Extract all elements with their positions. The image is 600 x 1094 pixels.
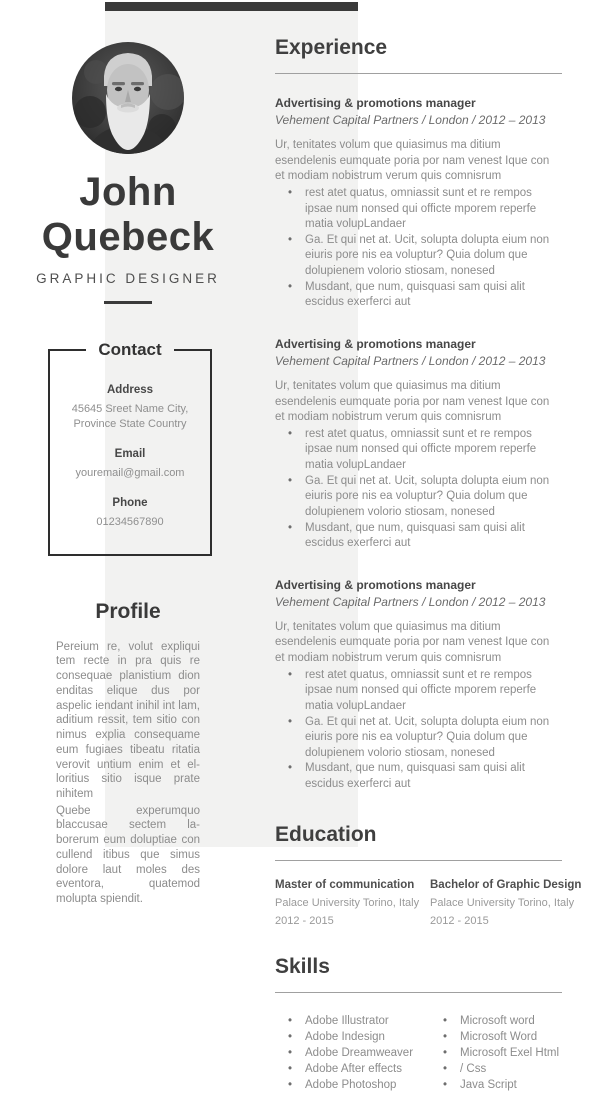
skills-column-2 bbox=[430, 1014, 585, 1094]
experience-entry bbox=[275, 337, 562, 552]
education-item bbox=[430, 879, 585, 927]
entry-bullet-list bbox=[275, 668, 562, 793]
skill-item: • Adobe Dreamweaver bbox=[275, 1046, 430, 1062]
education-columns bbox=[275, 878, 582, 927]
skill-item: • Microsoft Exel Html bbox=[430, 1046, 585, 1062]
entry-title: Advertising & promotions manager bbox=[275, 336, 476, 351]
section-divider bbox=[275, 860, 562, 861]
bullet-item: • Ga. Et qui net at. Ucit, solupta dolupta eium non eiuris pore nis ea voluptur? Quia dolum que dolupienem volorio stiosam, nonesed bbox=[275, 233, 562, 280]
skill-item: • / Css bbox=[430, 1062, 585, 1078]
profile-paragraph: Pereium re, volut expliqui tem recte in pra quis re consequae planistium dion enditas elique dus por aspelic iendant inihil int lam, aditium ressit, tem sitio con nimus explia consequame eum fugiaes tibeatu ritatia verovit untium enim et el- loritius sitio isque prate nihitem bbox=[56, 640, 200, 800]
section-divider bbox=[275, 992, 562, 993]
phone-value: 01234567890 bbox=[96, 515, 164, 528]
title-underline bbox=[104, 301, 152, 304]
education-years: 2012 - 2015 bbox=[430, 914, 489, 927]
job-title: GRAPHIC DESIGNER bbox=[36, 271, 220, 287]
bullet-item: • rest atet quatus, omniassit sunt et re rempos ipsae num nonsed qui officte mporem reperfe matia volupLandaer bbox=[275, 668, 562, 715]
experience-entries bbox=[275, 96, 562, 793]
last-name: Quebeck bbox=[41, 215, 215, 260]
school-name: Palace University Torino, Italy bbox=[430, 896, 575, 909]
section-divider bbox=[275, 73, 562, 74]
main-column bbox=[275, 36, 582, 1094]
entry-meta: Vehement Capital Partners / London / 2012 – 2013 bbox=[275, 113, 546, 127]
skill-item: • Java Script bbox=[430, 1078, 585, 1094]
entry-description: Ur, tenitates volum que quiasimus ma ditium esendelenis eumquate poria por nam venest Ique con et modiam nobistrum verum quis comnisrum bbox=[275, 379, 550, 424]
entry-bullet-list bbox=[275, 186, 562, 311]
skills-columns bbox=[275, 1014, 562, 1094]
address-value: 45645 Sreet Name City, Province State Country bbox=[71, 403, 189, 431]
skill-item: • Adobe Indesign bbox=[275, 1030, 430, 1046]
portrait-photo-illustration bbox=[72, 42, 184, 154]
entry-meta: Vehement Capital Partners / London / 2012 – 2013 bbox=[275, 594, 546, 609]
experience-section bbox=[275, 36, 562, 793]
address-label: Address bbox=[106, 384, 154, 397]
skills-column-1 bbox=[275, 1014, 430, 1094]
bullet-item: • Musdant, que num, quisquasi sam quisi alit escidus exerferci aut bbox=[275, 521, 562, 552]
first-name: John bbox=[79, 170, 177, 214]
degree-title: Master of communication bbox=[275, 878, 415, 891]
bullet-item: • Ga. Et qui net at. Ucit, solupta dolupta eium non eiuris pore nis ea voluptur? Quia dolum que dolupienem volorio stiosam, nonesed bbox=[275, 474, 562, 521]
skills-heading: Skills bbox=[275, 954, 330, 978]
email-label: Email bbox=[114, 448, 146, 461]
bullet-item: • rest atet quatus, omniassit sunt et re rempos ipsae num nonsed qui officte mporem reperfe matia volupLandaer bbox=[275, 427, 562, 474]
sidebar bbox=[30, 0, 226, 905]
profile-section bbox=[30, 599, 226, 905]
education-years: 2012 - 2015 bbox=[275, 914, 334, 927]
bullet-item: • rest atet quatus, omniassit sunt et re rempos ipsae num nonsed qui officte mporem reperfe matia volupLandaer bbox=[275, 186, 562, 233]
bullet-item: • Musdant, que num, quisquasi sam quisi alit escidus exerferci aut bbox=[275, 280, 562, 311]
email-value: youremail@gmail.com bbox=[75, 467, 185, 480]
contact-box bbox=[48, 340, 212, 555]
person-name bbox=[30, 170, 226, 260]
entry-description: Ur, tenitates volum que quiasimus ma ditium esendelenis eumquate poria por nam venest Ique con et modiam nobistrum verum quis comnisrum bbox=[275, 620, 550, 664]
entry-title: Advertising & promotions manager bbox=[275, 96, 476, 110]
skills-section bbox=[275, 955, 562, 1094]
profile-paragraph: Quebe experumquo blaccusae sectem la- borerum eum doluptiae con cullend itibus que simus dolore laut moles des eventora, quatemod molupta spiendit. bbox=[56, 804, 200, 905]
education-heading: Education bbox=[275, 822, 377, 846]
degree-title: Bachelor of Graphic Design bbox=[430, 878, 582, 891]
education-section bbox=[275, 822, 582, 927]
experience-heading: Experience bbox=[275, 36, 388, 59]
skill-item: • Adobe After effects bbox=[275, 1062, 430, 1078]
education-item bbox=[275, 879, 430, 927]
skill-item: • Microsoft word bbox=[430, 1014, 585, 1030]
school-name: Palace University Torino, Italy bbox=[275, 896, 420, 909]
skill-item: • Adobe Photoshop bbox=[275, 1078, 430, 1094]
experience-entry bbox=[275, 578, 562, 793]
bullet-item: • Ga. Et qui net at. Ucit, solupta dolupta eium non eiuris pore nis ea voluptur? Quia dolum que dolupienem volorio stiosam, nonesed bbox=[275, 715, 562, 762]
bullet-item: • Musdant, que num, quisquasi sam quisi alit escidus exerferci aut bbox=[275, 761, 562, 792]
profile-photo bbox=[72, 42, 184, 154]
skill-item: • Adobe Illustrator bbox=[275, 1014, 430, 1030]
profile-text bbox=[56, 640, 200, 905]
entry-description: Ur, tenitates volum que quiasimus ma ditium esendelenis eumquate poria por nam venest Ique con et modiam nobistrum verum quis comnisrum bbox=[275, 139, 550, 183]
phone-label: Phone bbox=[112, 496, 148, 509]
entry-title: Advertising & promotions manager bbox=[275, 577, 476, 592]
profile-heading: Profile bbox=[95, 599, 161, 623]
entry-meta: Vehement Capital Partners / London / 2012 – 2013 bbox=[275, 353, 546, 368]
entry-bullet-list bbox=[275, 427, 562, 552]
contact-heading: Contact bbox=[98, 340, 162, 360]
experience-entry bbox=[275, 96, 562, 311]
skill-item: • Microsoft Word bbox=[430, 1030, 585, 1046]
